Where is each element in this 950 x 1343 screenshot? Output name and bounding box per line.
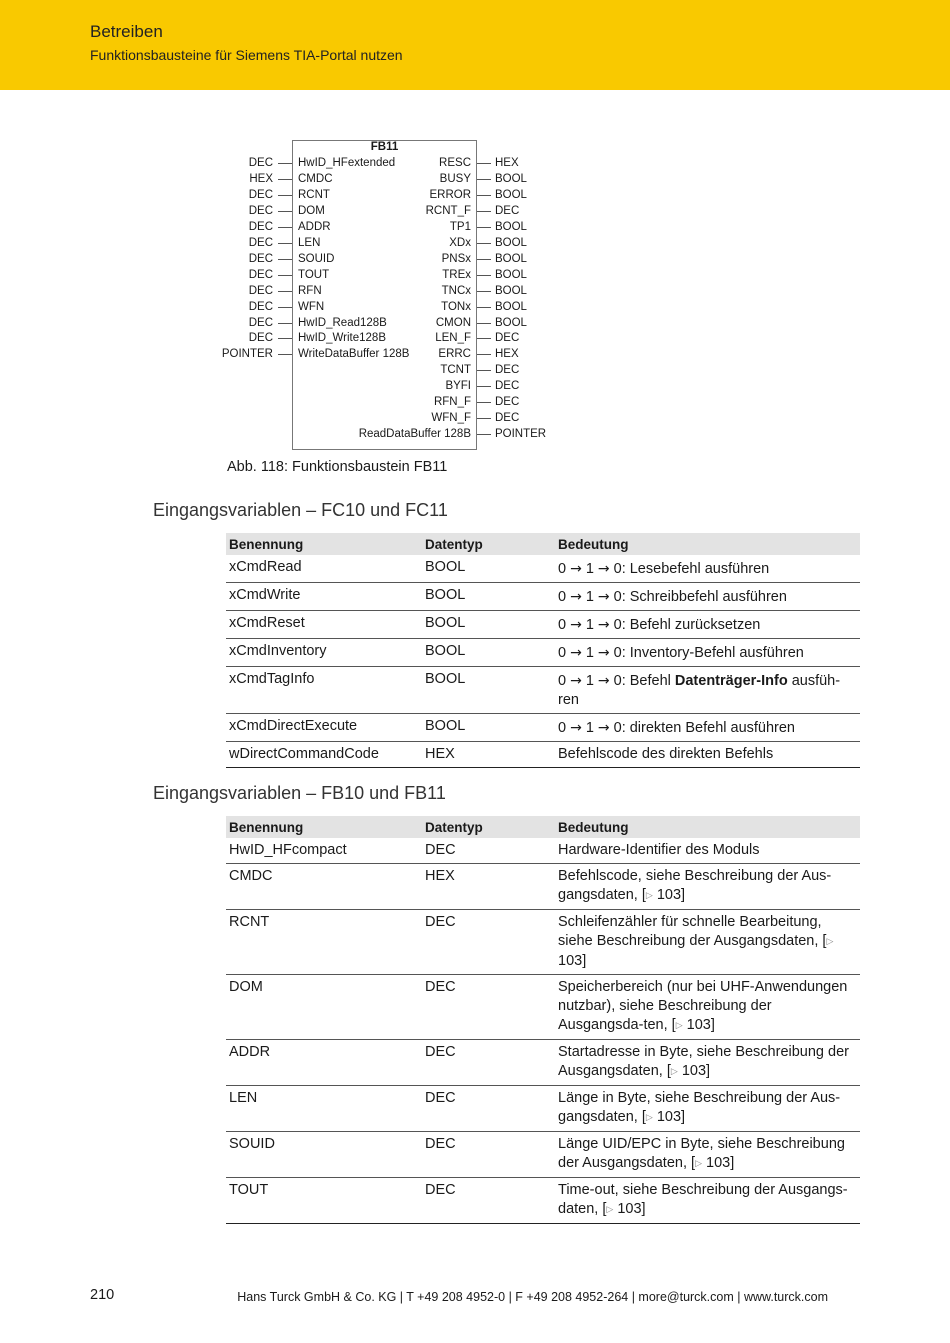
table-row xyxy=(226,1132,860,1178)
meaning-cell xyxy=(555,864,860,910)
output-pin-type: BOOL xyxy=(495,284,527,297)
output-pin-row xyxy=(300,299,560,315)
header-subtitle: Funktionsbausteine für Siemens TIA-Portal nutzen xyxy=(90,47,403,63)
output-pin-row xyxy=(300,171,560,187)
output-pin-name: ReadDataBuffer 128B xyxy=(358,428,471,441)
meaning-text: Länge UID/EPC in Byte, siehe Beschreibung der Ausgangsdaten, xyxy=(558,1136,845,1171)
input-pin-type: DEC xyxy=(248,268,273,281)
meaning-cell xyxy=(555,1040,860,1086)
page-ref: 103] xyxy=(706,1155,735,1171)
data-type: HEX xyxy=(422,864,555,910)
input-pin-name: TOUT xyxy=(298,268,330,281)
data-type: HEX xyxy=(422,742,555,768)
pin-connector xyxy=(278,179,292,180)
pin-connector xyxy=(477,434,491,435)
input-pin-name: WriteDataBuffer 128B xyxy=(298,348,410,361)
pin-connector xyxy=(477,275,491,276)
data-type: DEC xyxy=(422,910,555,975)
output-pin-type: BOOL xyxy=(495,268,527,281)
output-pin-type: BOOL xyxy=(495,252,527,265)
output-pin-name: TONx xyxy=(441,300,471,313)
pin-connector xyxy=(477,338,491,339)
input-pin-type: DEC xyxy=(248,204,273,217)
pin-connector xyxy=(278,227,292,228)
meaning-text: Befehlscode, siehe Beschreibung der Aus-gangsdaten, xyxy=(558,868,832,903)
data-type: DEC xyxy=(425,842,456,858)
meaning-cell xyxy=(555,667,860,714)
page-number: 210 xyxy=(90,1287,115,1303)
input-pin-type: HEX xyxy=(249,172,273,185)
arrow-icon: → xyxy=(570,720,582,736)
output-pin-name: ERRC xyxy=(438,348,471,361)
pin-connector xyxy=(278,163,292,164)
table-row xyxy=(226,975,860,1040)
arrow-icon: → xyxy=(570,561,582,577)
table-row xyxy=(226,742,860,768)
pin-connector xyxy=(477,291,491,292)
table-row xyxy=(226,583,860,611)
output-pin-row xyxy=(300,378,560,394)
section-title-fb: Eingangsvariablen – FB10 und FB11 xyxy=(153,783,446,803)
page-ref: 103] xyxy=(558,953,587,969)
output-pin-row xyxy=(300,283,560,299)
output-pin-row xyxy=(300,394,560,410)
value-from: 0 xyxy=(558,617,567,633)
meaning-text: 0: Befehl xyxy=(613,673,675,689)
output-pin-name: BYFI xyxy=(445,380,471,393)
input-pin-type: DEC xyxy=(248,188,273,201)
pin-connector xyxy=(278,354,292,355)
meaning-cell xyxy=(555,1086,860,1132)
meaning-text: 0: direkten Befehl ausführen xyxy=(613,720,795,736)
value-mid: 1 xyxy=(585,561,594,577)
arrow-icon: → xyxy=(570,645,582,661)
pin-connector xyxy=(477,418,491,419)
input-pin-name: SOUID xyxy=(298,252,335,265)
pin-connector xyxy=(477,259,491,260)
input-pin-name: HwID_Read128B xyxy=(298,316,387,329)
table-row xyxy=(226,864,860,910)
pin-connector xyxy=(477,370,491,371)
variable-name: xCmdWrite xyxy=(226,583,422,611)
arrow-icon: → xyxy=(597,561,610,577)
page-ref-icon: ▷ xyxy=(645,891,653,901)
header-cell: Datentyp xyxy=(422,533,555,555)
meaning-cell xyxy=(555,910,860,975)
input-pin-type: DEC xyxy=(248,332,273,345)
table-row xyxy=(226,1040,860,1086)
data-type: DEC xyxy=(422,1040,555,1086)
meaning-cell xyxy=(555,714,860,742)
pin-connector xyxy=(477,323,491,324)
output-pin-name: ERROR xyxy=(429,188,471,201)
data-type: BOOL xyxy=(422,639,555,667)
output-pin-type: BOOL xyxy=(495,316,527,329)
arrow-icon: → xyxy=(597,720,610,736)
arrow-icon: → xyxy=(597,589,610,605)
input-pin-name: RFN xyxy=(298,284,322,297)
meaning-text: 0: Inventory-Befehl ausführen xyxy=(613,645,804,661)
page-ref: 103] xyxy=(686,1017,715,1033)
ref-bracket: [ xyxy=(822,933,827,949)
pin-connector xyxy=(477,307,491,308)
pin-connector xyxy=(477,402,491,403)
output-pin-type: HEX xyxy=(495,157,519,169)
variable-name: xCmdReset xyxy=(226,611,422,639)
meaning-text: 0: Befehl zurücksetzen xyxy=(613,617,761,633)
ref-bracket: [ xyxy=(691,1155,696,1171)
input-pin-name: WFN xyxy=(298,300,325,313)
value-from: 0 xyxy=(558,561,567,577)
output-pin-type: DEC xyxy=(495,396,520,409)
meaning-cell xyxy=(555,639,860,667)
output-pin-type: BOOL xyxy=(495,300,527,313)
pin-connector xyxy=(278,275,292,276)
section-title-fc: Eingangsvariablen – FC10 und FC11 xyxy=(153,500,448,520)
output-pin-name: PNSx xyxy=(441,252,471,265)
ref-bracket: [ xyxy=(666,1063,671,1079)
arrow-icon: → xyxy=(597,673,610,689)
input-pin-type: POINTER xyxy=(221,348,273,361)
variable-name: xCmdInventory xyxy=(226,639,422,667)
output-pin-row xyxy=(300,267,560,283)
header-cell: Benennung xyxy=(226,533,422,555)
pin-connector xyxy=(477,211,491,212)
output-pin-name: LEN_F xyxy=(435,332,471,345)
meaning-cell xyxy=(555,975,860,1040)
arrow-icon: → xyxy=(570,673,582,689)
arrow-icon: → xyxy=(597,645,610,661)
variable-name: xCmdTagInfo xyxy=(226,667,422,714)
output-pin-type: DEC xyxy=(495,380,520,393)
value-from: 0 xyxy=(558,589,567,605)
table-row xyxy=(226,1086,860,1132)
page-ref: 103] xyxy=(656,1109,686,1125)
output-pin-row xyxy=(300,410,560,426)
input-pin-name: DOM xyxy=(298,204,325,217)
input-pin-type: DEC xyxy=(248,220,273,233)
header-cell: Bedeutung xyxy=(555,533,860,555)
table-row xyxy=(226,838,860,864)
output-pin-row xyxy=(300,315,560,331)
meaning-cell xyxy=(555,1178,860,1224)
meaning-cell xyxy=(555,838,860,864)
input-pin-name: RCNT xyxy=(298,188,330,201)
pin-connector xyxy=(477,386,491,387)
table-row xyxy=(226,910,860,975)
variable-name: ADDR xyxy=(226,1040,422,1086)
input-pin-name: HwID_Write128B xyxy=(298,332,386,345)
output-pin-row xyxy=(300,346,560,362)
meaning-cell xyxy=(555,611,860,639)
ref-bracket: [ xyxy=(671,1017,676,1033)
input-pin-type: DEC xyxy=(248,157,273,169)
input-pin-name: ADDR xyxy=(298,220,331,233)
ref-bracket: [ xyxy=(602,1201,607,1217)
meaning-tail: ausfüh-ren xyxy=(558,673,841,708)
table-fc-inputs xyxy=(226,533,860,768)
variable-name: xCmdDirectExecute xyxy=(226,714,422,742)
header-cell: Datentyp xyxy=(422,816,555,838)
variable-name: RCNT xyxy=(226,910,422,975)
output-pin-type: POINTER xyxy=(495,428,547,441)
ref-bracket: [ xyxy=(641,887,646,903)
meaning-text: 0: Schreibbefehl ausführen xyxy=(613,589,787,605)
page-ref: 103] xyxy=(656,887,686,903)
pin-connector xyxy=(278,291,292,292)
pin-connector xyxy=(278,211,292,212)
figure-caption: Abb. 118: Funktionsbaustein FB11 xyxy=(227,459,448,475)
output-pin-row xyxy=(300,219,560,235)
input-pin-name: HwID_HFextended xyxy=(298,157,396,169)
page-ref-icon: ▷ xyxy=(826,937,834,947)
meaning-cell: Befehlscode des direkten Befehls xyxy=(555,742,860,768)
meaning-text: Schleifenzähler für schnelle Bearbeitung, siehe Beschreibung der Ausgangsdaten, xyxy=(558,914,823,949)
value-from: 0 xyxy=(558,645,567,661)
output-pin-type: DEC xyxy=(495,412,520,425)
data-type: BOOL xyxy=(425,559,466,575)
input-pin-type: DEC xyxy=(248,236,273,249)
pin-connector xyxy=(278,307,292,308)
pin-connector xyxy=(477,227,491,228)
pin-connector xyxy=(278,195,292,196)
pin-connector xyxy=(278,323,292,324)
output-pin-row xyxy=(300,362,560,378)
meaning-cell xyxy=(555,1132,860,1178)
table-fb-inputs xyxy=(226,816,860,1224)
output-pin-row xyxy=(300,155,560,171)
meaning-text: Länge in Byte, siehe Beschreibung der Aus-gangsdaten, xyxy=(558,1090,841,1125)
pin-connector xyxy=(477,195,491,196)
output-pin-type: BOOL xyxy=(495,188,527,201)
data-type: BOOL xyxy=(422,714,555,742)
value-mid: 1 xyxy=(585,673,594,689)
function-block-name: FB11 xyxy=(370,141,399,153)
data-type: DEC xyxy=(422,1086,555,1132)
output-pin-type: DEC xyxy=(495,364,520,377)
output-pin-type: DEC xyxy=(495,204,520,217)
data-type: DEC xyxy=(422,975,555,1040)
meaning-text: Startadresse in Byte, siehe Beschreibung der Ausgangsdaten, xyxy=(558,1044,849,1079)
variable-name: TOUT xyxy=(226,1178,422,1224)
pin-connector xyxy=(477,243,491,244)
meaning-cell xyxy=(555,583,860,611)
pin-connector xyxy=(477,163,491,164)
meaning-text: Hardware-Identifier des Moduls xyxy=(558,842,760,858)
value-from: 0 xyxy=(558,720,567,736)
footer-company: Hans Turck GmbH & Co. KG | T +49 208 4952-0 | F +49 208 4952-264 | more@turck.com | www.turck.com xyxy=(237,1290,828,1304)
output-pin-name: XDx xyxy=(449,236,471,249)
variable-name: CMDC xyxy=(226,864,422,910)
output-pin-name: CMON xyxy=(435,316,471,329)
output-pin-name: BUSY xyxy=(439,172,471,185)
output-pin-name: RESC xyxy=(439,157,471,169)
page-ref-icon: ▷ xyxy=(670,1067,678,1077)
variable-name: SOUID xyxy=(226,1132,422,1178)
input-pin-type: DEC xyxy=(248,316,273,329)
output-pin-name: TP1 xyxy=(449,220,471,233)
output-pin-name: WFN_F xyxy=(431,412,471,425)
page-ref: 103] xyxy=(681,1063,711,1079)
header-cell: Benennung xyxy=(226,816,422,838)
value-mid: 1 xyxy=(585,720,594,736)
output-pin-row xyxy=(300,330,560,346)
page-ref-icon: ▷ xyxy=(645,1113,653,1123)
arrow-icon: → xyxy=(570,617,582,633)
pin-connector xyxy=(477,354,491,355)
output-pin-name: TREx xyxy=(442,268,471,281)
page-ref-icon: ▷ xyxy=(695,1159,702,1169)
output-pin-type: BOOL xyxy=(495,236,527,249)
output-pin-row xyxy=(300,203,560,219)
table-row xyxy=(226,555,860,583)
header-cell: Bedeutung xyxy=(555,816,860,838)
input-pin-type: DEC xyxy=(248,252,273,265)
meaning-text: Time-out, siehe Beschreibung der Ausgangs-daten, xyxy=(558,1182,848,1217)
output-pin-row xyxy=(300,187,560,203)
table-row xyxy=(226,611,860,639)
output-pin-row xyxy=(300,426,560,442)
output-pin-type: BOOL xyxy=(495,220,527,233)
header-title: Betreiben xyxy=(90,22,163,41)
meaning-cell xyxy=(555,555,860,583)
value-mid: 1 xyxy=(585,645,594,661)
output-pin-row xyxy=(300,251,560,267)
value-from: 0 xyxy=(558,673,567,689)
arrow-icon: → xyxy=(570,589,582,605)
page-ref-icon: ▷ xyxy=(606,1205,614,1215)
page-header xyxy=(0,0,950,90)
pin-connector xyxy=(278,243,292,244)
ref-bracket: [ xyxy=(641,1109,646,1125)
table-row xyxy=(226,1178,860,1224)
value-mid: 1 xyxy=(585,589,594,605)
data-type: DEC xyxy=(422,1178,555,1224)
table-header-row xyxy=(226,533,860,555)
table-row xyxy=(226,714,860,742)
table-row xyxy=(226,667,860,714)
variable-name: wDirectCommandCode xyxy=(226,742,422,768)
pin-connector xyxy=(278,259,292,260)
variable-name: xCmdRead xyxy=(229,559,302,575)
page-ref-icon: ▷ xyxy=(675,1021,683,1031)
meaning-bold: Datenträger-Info xyxy=(674,673,788,689)
output-pin-type: DEC xyxy=(495,332,520,345)
meaning-text: 0: Lesebefehl ausführen xyxy=(613,561,770,577)
input-pin-name: LEN xyxy=(298,236,321,249)
variable-name: DOM xyxy=(226,975,422,1040)
pin-connector xyxy=(278,338,292,339)
output-pin-type: HEX xyxy=(495,348,519,361)
value-mid: 1 xyxy=(585,617,594,633)
arrow-icon: → xyxy=(597,617,610,633)
page-ref: 103] xyxy=(617,1201,646,1217)
data-type: DEC xyxy=(422,1132,555,1178)
input-pin-name: CMDC xyxy=(298,172,333,185)
data-type: BOOL xyxy=(422,667,555,714)
variable-name: LEN xyxy=(226,1086,422,1132)
data-type: BOOL xyxy=(422,583,555,611)
output-pin-type: BOOL xyxy=(495,172,527,185)
table-header-row xyxy=(226,816,860,838)
output-pin-name: RCNT_F xyxy=(425,204,471,217)
output-pin-name: RFN_F xyxy=(433,396,471,409)
input-pin-type: DEC xyxy=(248,300,273,313)
meaning-text: Speicherbereich (nur bei UHF-Anwendungen nutzbar), siehe Beschreibung der Ausgangsda-ten, xyxy=(558,979,848,1033)
output-pin-name: TNCx xyxy=(441,284,471,297)
pin-connector xyxy=(477,179,491,180)
output-pin-row xyxy=(300,235,560,251)
output-pin-name: TCNT xyxy=(440,364,471,377)
variable-name: HwID_HFcompact xyxy=(229,842,347,858)
data-type: BOOL xyxy=(422,611,555,639)
table-row xyxy=(226,639,860,667)
input-pin-type: DEC xyxy=(248,284,273,297)
